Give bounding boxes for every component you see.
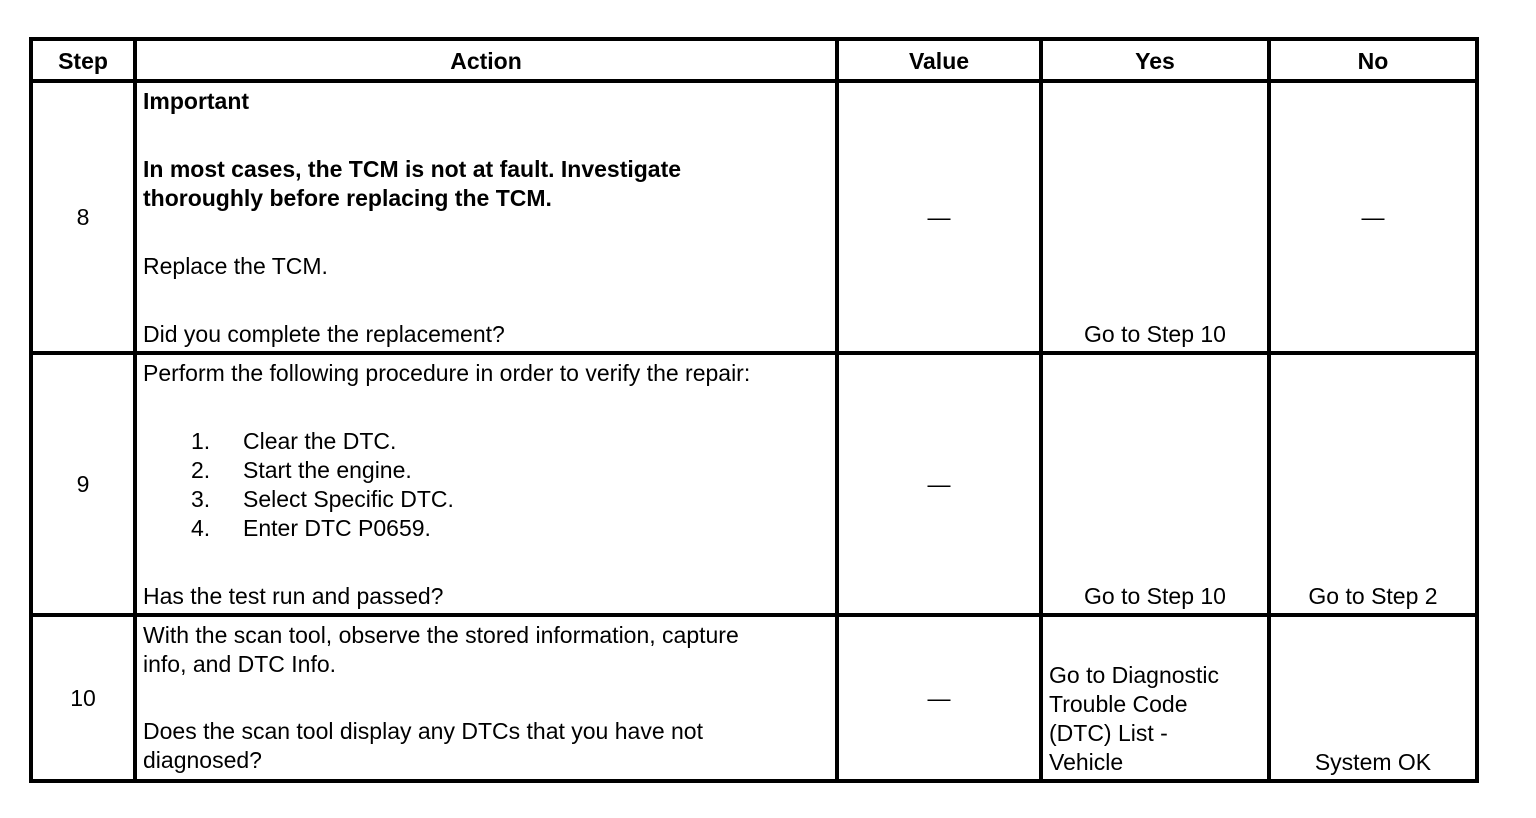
step-number: 8 (31, 81, 135, 353)
action-cell (135, 353, 837, 615)
question-text: diagnosed? (143, 747, 262, 773)
yes-line: Trouble Code (1049, 691, 1188, 717)
no-cell: Go to Step 2 (1269, 353, 1477, 615)
step-number: 10 (31, 615, 135, 781)
action-cell (135, 615, 837, 781)
no-cell: — (1269, 81, 1477, 353)
yes-line: Vehicle (1049, 749, 1124, 775)
instruction-text: info, and DTC Info. (143, 651, 337, 677)
no-cell: System OK (1269, 615, 1477, 781)
question-text: Did you complete the replacement? (143, 321, 505, 347)
header-value: Value (837, 39, 1041, 81)
table-row (31, 81, 1477, 353)
intro-text: Perform the following procedure in order to verify the repair: (143, 360, 751, 386)
list-item: 3. Select Specific DTC. (191, 486, 454, 512)
important-text: thoroughly before replacing the TCM. (143, 185, 552, 211)
value-cell: — (837, 615, 1041, 781)
value-cell: — (837, 81, 1041, 353)
header-no: No (1269, 39, 1477, 81)
diagnostic-table (29, 37, 1479, 783)
important-label: Important (143, 88, 250, 114)
header-row (31, 39, 1477, 81)
instruction-text: Replace the TCM. (143, 253, 328, 279)
header-yes: Yes (1041, 39, 1269, 81)
header-action: Action (135, 39, 837, 81)
instruction-text: With the scan tool, observe the stored information, capture (143, 622, 739, 648)
header-step: Step (31, 39, 135, 81)
table-row (31, 615, 1477, 781)
list-item: 1. Clear the DTC. (191, 428, 397, 454)
yes-line: Go to Diagnostic (1049, 662, 1220, 688)
table-row (31, 353, 1477, 615)
value-cell: — (837, 353, 1041, 615)
question-text: Does the scan tool display any DTCs that you have not (143, 718, 703, 744)
yes-cell (1041, 615, 1269, 781)
yes-cell: Go to Step 10 (1041, 81, 1269, 353)
important-text: In most cases, the TCM is not at fault. Investigate (143, 156, 682, 182)
step-number: 9 (31, 353, 135, 615)
question-text: Has the test run and passed? (143, 583, 444, 609)
yes-cell: Go to Step 10 (1041, 353, 1269, 615)
action-cell (135, 81, 837, 353)
list-item: 2. Start the engine. (191, 457, 412, 483)
list-item: 4. Enter DTC P0659. (191, 515, 431, 541)
yes-line: (DTC) List - (1049, 720, 1168, 746)
procedure-list (143, 427, 829, 543)
